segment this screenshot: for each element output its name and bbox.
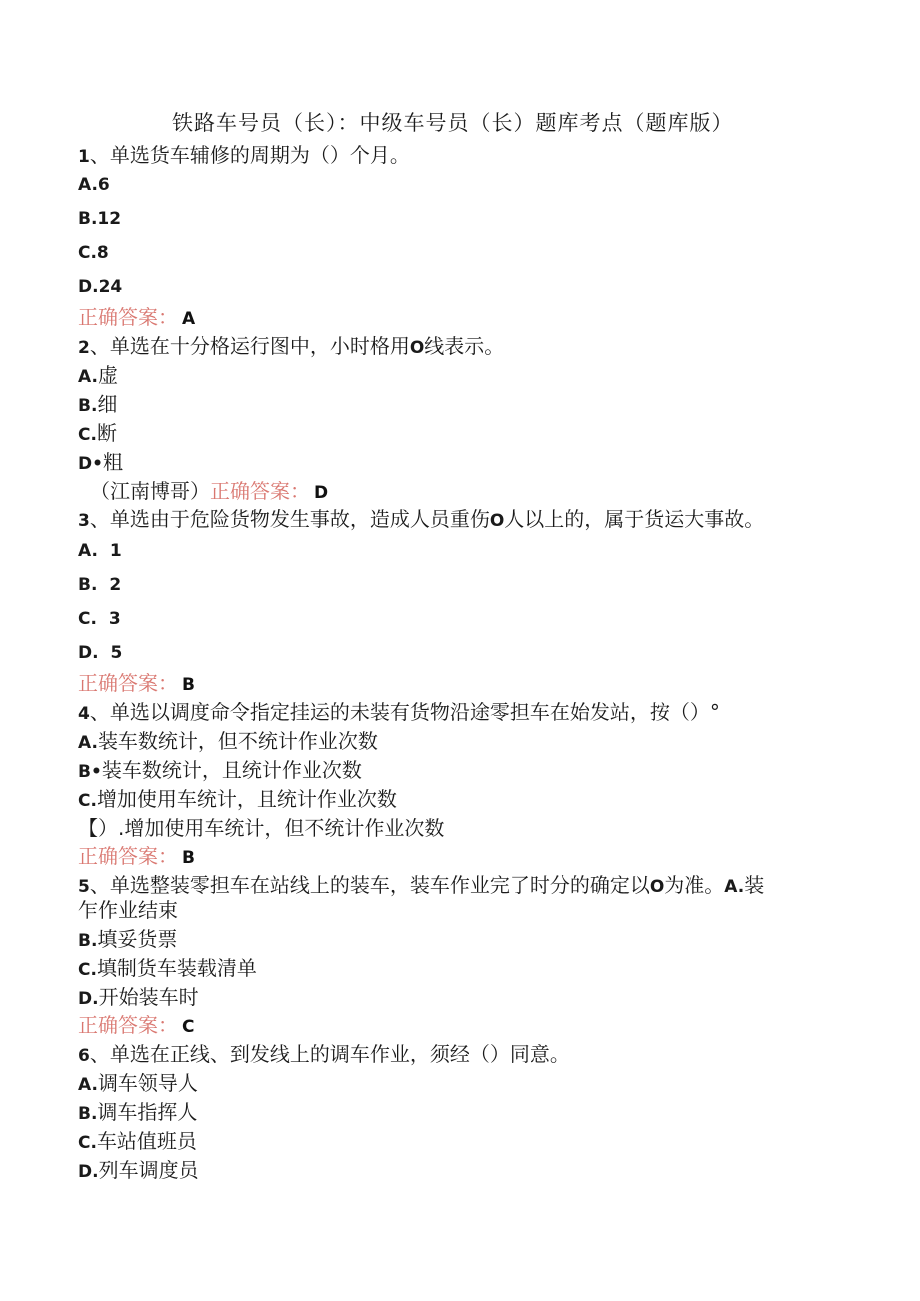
answer-value: A	[182, 309, 196, 329]
option-text: 车站值班员	[96, 1129, 197, 1153]
answer-label: 正确答案：	[210, 479, 310, 503]
question-2	[78, 333, 504, 361]
q2-option-c	[78, 420, 117, 448]
option-text: 填制货车装载清单	[96, 956, 257, 980]
option-text: 调车领导人	[97, 1071, 198, 1095]
option-text: 开始装车时	[98, 985, 199, 1009]
option-key: B.	[78, 1104, 98, 1124]
q1-option-d: D.24	[78, 277, 123, 297]
source-note: （江南博哥）	[90, 479, 210, 503]
q1-option-b: B.12	[78, 209, 122, 229]
option-text: 增加使用车统计，但不统计作业次数	[124, 816, 445, 840]
q2-answer	[90, 478, 328, 506]
question-3	[78, 506, 764, 534]
q1-option-c: C.8	[78, 243, 109, 263]
q5-option-d	[78, 984, 199, 1012]
option-text: 粗	[102, 450, 123, 474]
option-key: D•	[78, 454, 103, 474]
q4-option-b	[78, 757, 362, 785]
q4-option-c	[78, 786, 397, 814]
q3-option-a: A. 1	[78, 541, 122, 561]
q1-answer	[78, 304, 195, 332]
option-text: 填妥货票	[97, 927, 178, 951]
option-key: C.	[78, 960, 97, 980]
option-key: 【）.	[78, 816, 125, 840]
question-text: 、单选货车辅修的周期为（）个月。	[89, 143, 410, 167]
question-text: 、单选整装零担车在站线上的装车，装车作业完了时分的确定以	[89, 873, 650, 897]
question-text: 、单选在十分格运行图中，小时格用	[89, 334, 410, 358]
answer-label: 正确答案：	[78, 844, 178, 868]
option-text: 装车数统计，但不统计作业次数	[97, 729, 378, 753]
question-number: 6	[78, 1046, 90, 1066]
option-key: A.	[724, 877, 745, 897]
option-text: 细	[97, 392, 118, 416]
answer-label: 正确答案：	[78, 305, 178, 329]
q2-option-a	[78, 362, 118, 390]
question-number: 3	[78, 511, 90, 531]
question-6	[78, 1041, 570, 1069]
q1-option-a: A.6	[78, 175, 110, 195]
blank-marker: O	[409, 338, 425, 358]
option-key: C.	[78, 425, 97, 445]
q4-option-d	[78, 815, 444, 841]
option-key: D.	[78, 989, 99, 1009]
option-key: D.	[78, 1162, 99, 1182]
option-key: C.	[78, 791, 97, 811]
q5-option-b	[78, 926, 177, 954]
option-text: 调车指挥人	[97, 1100, 198, 1124]
option-key: A.	[78, 367, 98, 387]
q5-option-c	[78, 955, 257, 983]
answer-value: D	[314, 483, 329, 503]
question-number: 2	[78, 338, 90, 358]
q2-option-d	[78, 449, 123, 477]
answer-value: C	[182, 1017, 195, 1037]
question-text: 、单选以调度命令指定挂运的未装有货物沿途零担车在始发站，按（）°	[89, 700, 720, 724]
q5-answer	[78, 1012, 194, 1040]
q2-option-b	[78, 391, 117, 419]
question-text-end: 人以上的，属于货运大事故。	[504, 507, 765, 531]
option-key: B•	[78, 762, 102, 782]
q5-option-a-wrap: 乍作业结束	[78, 898, 178, 922]
question-text-end: 线表示。	[424, 334, 505, 358]
option-key: C.	[78, 1133, 97, 1153]
question-text: 、单选在正线、到发线上的调车作业，须经（）同意。	[89, 1042, 570, 1066]
q4-option-a	[78, 728, 378, 756]
question-number: 5	[78, 877, 90, 897]
blank-marker: O	[489, 511, 505, 531]
q6-option-b	[78, 1099, 197, 1127]
option-text: 列车调度员	[98, 1158, 199, 1182]
q6-option-d	[78, 1157, 199, 1185]
question-5	[78, 872, 764, 900]
page-title: 铁路车号员（长）：中级车号员（长）题库考点（题库版）	[172, 111, 734, 135]
answer-label: 正确答案：	[78, 671, 178, 695]
q3-answer	[78, 670, 195, 698]
q3-option-c: C. 3	[78, 609, 121, 629]
option-key: A.	[78, 1075, 98, 1095]
q3-option-d: D. 5	[78, 643, 123, 663]
question-text: 、单选由于危险货物发生事故，造成人员重伤	[89, 507, 490, 531]
answer-value: B	[182, 675, 195, 695]
option-key: B.	[78, 931, 98, 951]
option-key: A.	[78, 733, 98, 753]
blank-marker: O	[649, 877, 665, 897]
option-text: 增加使用车统计，且统计作业次数	[96, 787, 397, 811]
question-number: 1	[78, 147, 90, 167]
option-text: 装车数统计，且统计作业次数	[101, 758, 362, 782]
q6-option-c	[78, 1128, 197, 1156]
q3-option-b: B. 2	[78, 575, 122, 595]
q4-answer	[78, 843, 195, 871]
question-text-end: 为准。	[664, 873, 725, 897]
option-text: 断	[96, 421, 117, 445]
option-text: 装	[744, 873, 765, 897]
question-1	[78, 142, 410, 170]
option-text: 虚	[97, 363, 118, 387]
q6-option-a	[78, 1070, 198, 1098]
answer-label: 正确答案：	[78, 1013, 178, 1037]
option-key: B.	[78, 396, 98, 416]
answer-value: B	[182, 848, 195, 868]
question-number: 4	[78, 704, 90, 724]
question-4	[78, 699, 720, 727]
